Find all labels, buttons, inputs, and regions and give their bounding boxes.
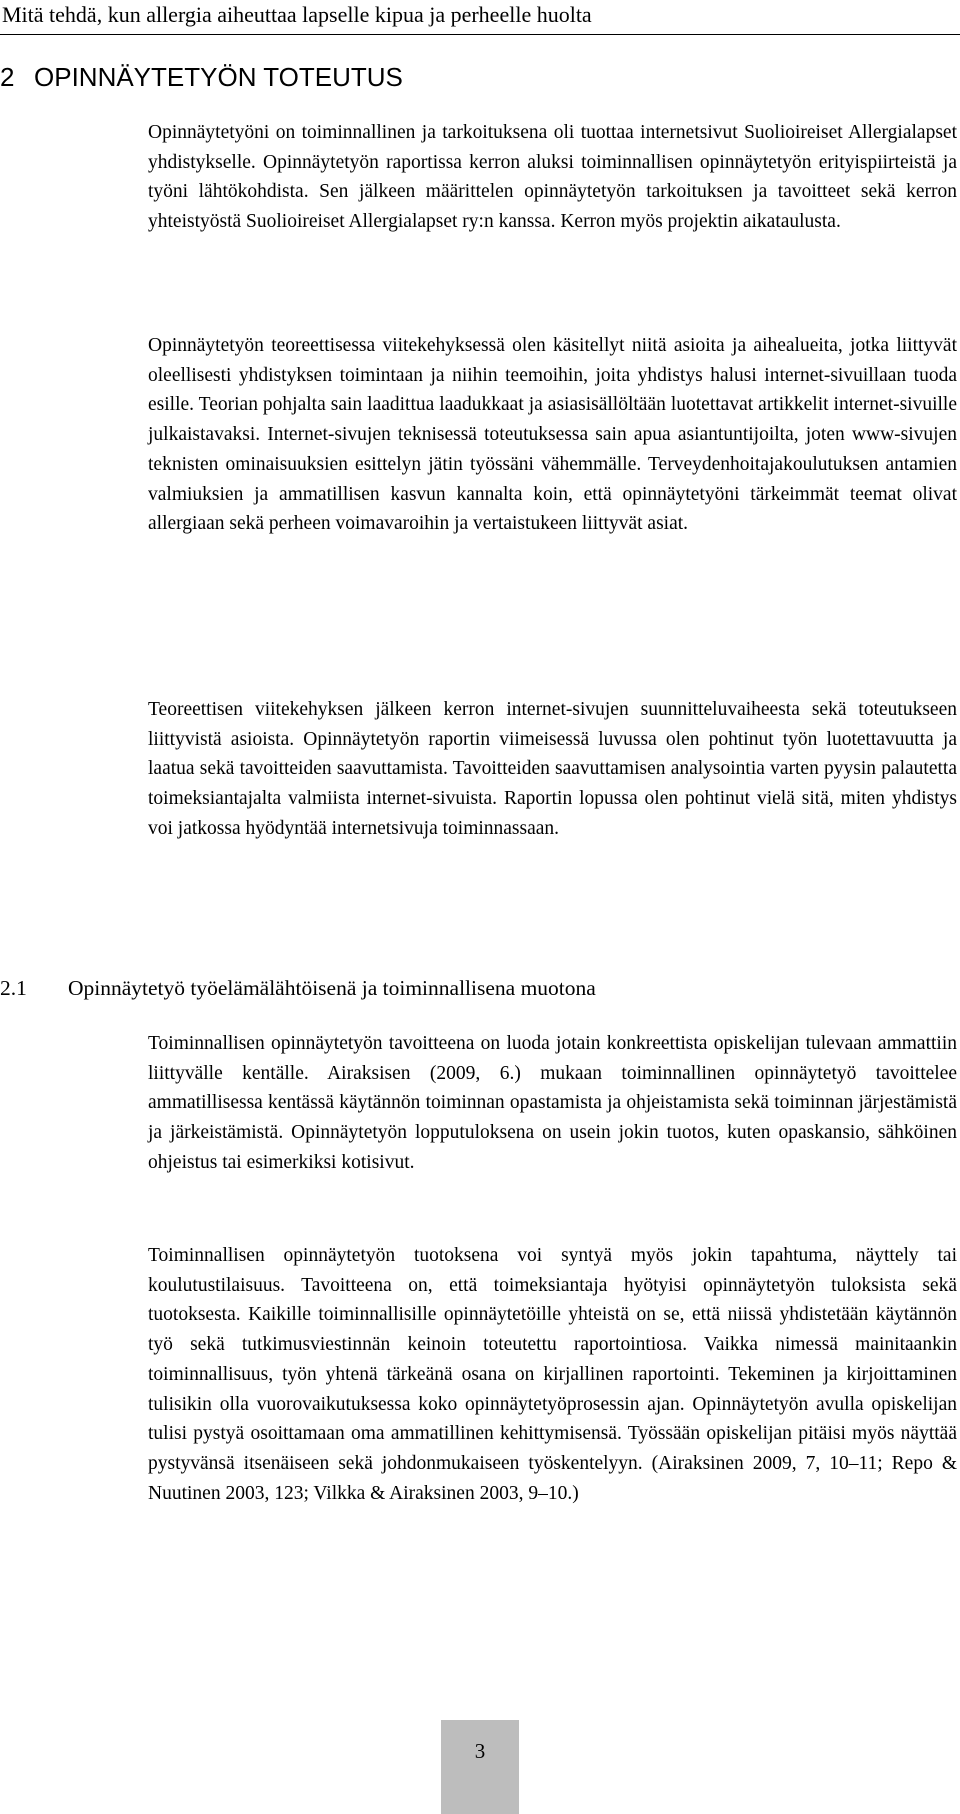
- body-paragraph: Toiminnallisen opinnäytetyön tavoitteena on luoda jotain konkreettista opiskelijan tulevaan ammattiin liittyvälle kentälle. Airaksisen (2009, 6.) mukaan toiminnallinen opinnäytetyö tavoittelee ammatillisessa kentässä käytännön toiminnan opastamista ja ohjeistamista sekä toiminnan järjestämistä ja järkeistämistä. Opinnäytetyön lopputuloksena on usein jokin tuotos, kuten opaskansio, sähköinen ohjeistus tai esimerkiksi kotisivut.: [148, 1033, 957, 1173]
- body-paragraph: Opinnäytetyöni on toiminnallinen ja tarkoituksena oli tuottaa internetsivut Suolioireiset Allergialapset yhdistykselle. Opinnäytetyön raportissa kerron aluksi toiminnallisen opinnäytetyön erityispiirteistä ja työni lähtökohdista. Sen jälkeen määrittelen opinnäytetyön tarkoituksen ja tavoitteet sekä kerron yhteistyöstä Suolioireiset Allergialapset ry:n kanssa. Kerron myös projektin aikataulusta.: [148, 122, 957, 233]
- intro-paragraph-2-block: [148, 331, 957, 539]
- section-paragraph-1-block: [148, 1029, 957, 1178]
- section-paragraph-2-block: [148, 1241, 957, 1508]
- section-heading: [0, 973, 596, 1003]
- chapter-heading: [0, 62, 403, 92]
- chapter-number: 2: [0, 62, 15, 92]
- section-number: 2.1: [0, 976, 27, 1000]
- body-paragraph: Opinnäytetyön teoreettisessa viitekehyksessä olen käsitellyt niitä asioita ja aihealueita, jotka liittyvät oleellisesti yhdistyksen toimintaan ja niihin teemoihin, joita yhdistys halusi internet-sivuillaan tuoda esille. Teorian pohjalta sain laadittua laadukkaat ja asiasisällöltään luotettavat artikkelit internet-sivuille julkaistavaksi. Internet-sivujen teknisessä toteutuksessa sain apua asiantuntijoilta, joten www-sivujen teknisten ominaisuuksien esittelyn jätin työssäni vähemmälle. Terveydenhoitajakoulutuksen antamien valmiuksien ja ammatillisen kasvun kannalta koin, että opinnäytetyöni tärkeimmät teemat olivat allergiaan sekä perheen voimavaroihin ja vertaistukeen liittyvät asiat.: [148, 335, 957, 535]
- intro-paragraph-3-block: [148, 695, 957, 844]
- section-title: Opinnäytetyö työelämälähtöisenä ja toiminnallisena muotona: [68, 976, 596, 1000]
- running-head: Mitä tehdä, kun allergia aiheuttaa lapselle kipua ja perheelle huolta: [0, 0, 960, 35]
- chapter-title: OPINNÄYTETYÖN TOTEUTUS: [34, 62, 403, 92]
- page-number: 3: [441, 1720, 519, 1814]
- intro-paragraph-1-block: [148, 118, 957, 237]
- body-paragraph: Teoreettisen viitekehyksen jälkeen kerron internet-sivujen suunnitteluvaiheesta sekä toteutukseen liittyvistä asioista. Opinnäytetyön raportin viimeisessä luvussa olen pohtinut työn luotettavuutta ja laatua sekä tavoitteiden saavuttamista. Tavoitteiden saavuttamisen analysointia varten pyysin palautetta toimeksiantajalta valmiista internet-sivuista. Raportin lopussa olen pohtinut vielä sitä, miten yhdistys voi jatkossa hyödyntää internetsivuja toiminnassaan.: [148, 699, 957, 839]
- body-paragraph: Toiminnallisen opinnäytetyön tuotoksena voi syntyä myös jokin tapahtuma, näyttely tai koulutustilaisuus. Tavoitteena on, että toimeksiantaja hyötyisi opinnäytetyön tuloksista sekä tuotoksesta. Kaikille toiminnallisille opinnäytetöille yhteistä on se, että niissä yhdistetään käytännön työ sekä tutkimusviestinnän keinoin toteutettu raportointiosa. Vaikka nimessä mainitaankin toiminnallisuus, työn yhtenä tärkeänä osana on kirjallinen raportointi. Tekeminen ja kirjoittaminen tulisikin olla vuorovaikutuksessa koko opinnäytetyöprosessin ajan. Opinnäytetyön avulla opiskelijan tulisi pystyä osoittamaan oma ammatillinen kehittymisensä. Työssään opiskelijan pitäisi myös näyttää pystyvänsä itsenäiseen sekä johdonmukaiseen työskentelyyn. (Airaksinen 2009, 7, 10–11; Repo & Nuutinen 2003, 123; Vilkka & Airaksinen 2003, 9–10.): [148, 1245, 957, 1504]
